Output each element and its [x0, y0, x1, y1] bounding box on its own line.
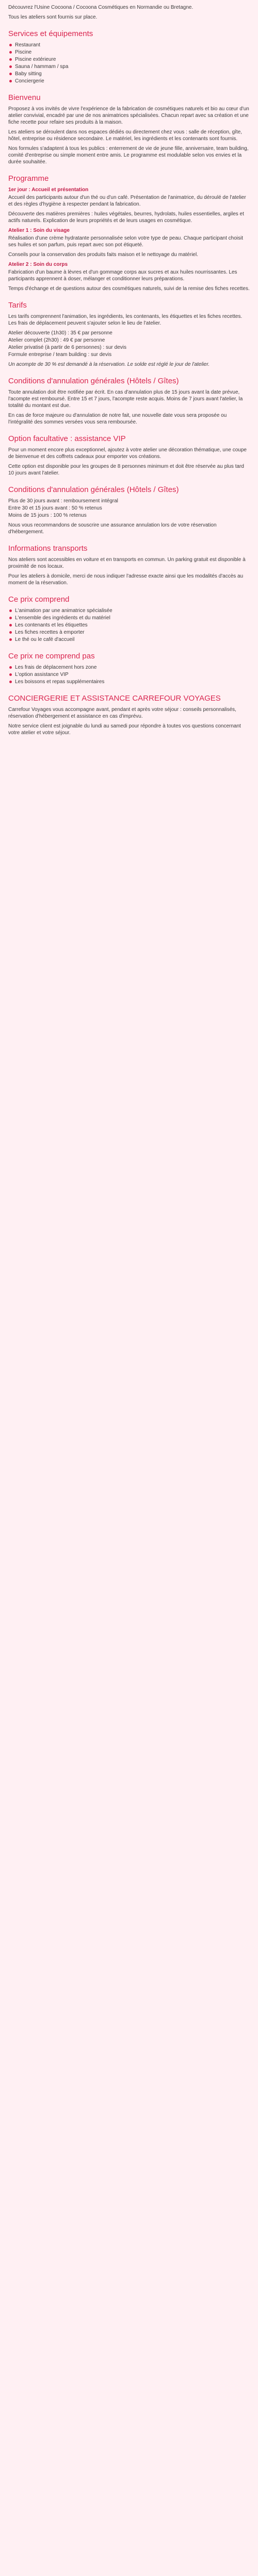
cond2-row: Entre 30 et 15 jours avant : 50 % retenus: [8, 505, 102, 511]
programme-heading: 1er jour : Accueil et présentation: [8, 187, 89, 193]
cons-paragraph: Notre service client est joignable du lundi au samedi pour répondre à toutes vos questions concernant votre atelier et votre séjour.: [8, 723, 241, 736]
cond-paragraph: Toute annulation doit être notifiée par écrit. En cas d'annulation plus de 15 jours avant la date prévue, l'acompte est remboursé. Entre 15 et 7 jours, l'acompte reste acquis. Moins de 7 jours avant l'atelier, la totalité du montant est due.: [8, 389, 243, 409]
inclus-item: L'ensemble des ingrédients et du matériel: [8, 615, 250, 621]
programme-heading: Atelier 1 : Soin du visage: [8, 228, 70, 233]
service-item: Restaurant: [8, 42, 250, 48]
cond2-title: Conditions d'annulation générales (Hôtels / Gîtes): [8, 485, 179, 494]
tarifs-title: Tarifs: [8, 301, 27, 310]
tarif-row: Formule entreprise / team building : sur devis: [8, 352, 112, 358]
noninclus-item: Les frais de déplacement hors zone: [8, 664, 250, 671]
programme-paragraph: Fabrication d'un baume à lèvres et d'un gommage corps aux sucres et aux huiles nourrissantes. Les participants apprennent à doser, mélanger et conditionner leurs préparations.: [8, 269, 237, 282]
cond2-row: Plus de 30 jours avant : remboursement intégral: [8, 498, 118, 504]
programme-paragraph: Accueil des participants autour d'un thé ou d'un café. Présentation de l'animatrice, du déroulé de l'atelier et des règles d'hygiène à respecter pendant la fabrication.: [8, 195, 246, 207]
noninclus-list: [8, 664, 250, 685]
info-paragraph: Pour les ateliers à domicile, merci de nous indiquer l'adresse exacte ainsi que les modalités d'accès au moment de la réservation.: [8, 573, 244, 586]
programme-paragraph: Temps d'échange et de questions autour des cosmétiques naturels, suivi de la remise des fiches recettes.: [8, 286, 250, 292]
opt-paragraph: Pour un moment encore plus exceptionnel, ajoutez à votre atelier une décoration thématique, une coupe de bienvenue et des coffrets cadeaux pour emporter vos créations.: [8, 447, 247, 460]
inclus-item: Les contenants et les étiquettes: [8, 622, 250, 629]
service-item: Conciergerie: [8, 78, 250, 84]
tarifs-paragraph: Les tarifs comprennent l'animation, les ingrédients, les contenants, les étiquettes et les fiches recettes. Les frais de déplacement peuvent s'ajouter selon le lieu de l'atelier.: [8, 314, 243, 326]
cond-paragraph: En cas de force majeure ou d'annulation de notre fait, une nouvelle date vous sera proposée ou l'intégralité des sommes versées vous sera remboursée.: [8, 413, 227, 425]
programme-section: [8, 227, 250, 258]
service-item: Sauna / hammam / spa: [8, 63, 250, 70]
programme-paragraph: Découverte des matières premières : huiles végétales, beurres, hydrolats, huiles essentielles, argiles et actifs naturels. Explication de leurs propriétés et de leurs usages en cosmétique.: [8, 211, 244, 224]
document: [0, 0, 258, 743]
programme-paragraph: Conseils pour la conservation des produits faits maison et le nettoyage du matériel.: [8, 252, 198, 258]
programme-heading: Atelier 2 : Soin du corps: [8, 262, 68, 267]
inclus-item: L'animation par une animatrice spécialisée: [8, 607, 250, 614]
programme-section: [8, 261, 250, 292]
inclus-title: Ce prix comprend: [8, 595, 70, 604]
bienvenue-paragraph: Les ateliers se déroulent dans nos espaces dédiés ou directement chez vous : salle de réception, gîte, hôtel, entreprise ou résidence secondaire. Le matériel, les ingrédients et les contenants sont fournis.: [8, 129, 243, 142]
bienvenue-paragraph: Nos formules s'adaptent à tous les publics : enterrement de vie de jeune fille, anniversaire, team building, comité d'entreprise ou simple moment entre amis. Le programme est modulable selon vos envies et la durée souhaitée.: [8, 146, 249, 165]
info-title: Informations transports: [8, 544, 88, 553]
opt-paragraph: Cette option est disponible pour les groupes de 8 personnes minimum et doit être réservée au plus tard 10 jours avant l'atelier.: [8, 464, 244, 476]
service-item: Baby sitting: [8, 71, 250, 77]
programme-section: [8, 187, 250, 224]
cond2-paragraph: Nous vous recommandons de souscrire une assurance annulation lors de votre réservation d'hébergement.: [8, 522, 217, 535]
cons-title: CONCIERGERIE ET ASSISTANCE CARREFOUR VOYAGES: [8, 694, 221, 703]
services-list: [8, 42, 250, 84]
inclus-item: Le thé ou le café d'accueil: [8, 636, 250, 643]
service-item: Piscine extérieure: [8, 56, 250, 63]
opt-title: Option facultative : assistance VIP: [8, 434, 126, 443]
service-item: Piscine: [8, 49, 250, 56]
noninclus-item: L'option assistance VIP: [8, 671, 250, 678]
cons-paragraph: Carrefour Voyages vous accompagne avant, pendant et après votre séjour : conseils personnalisés, réservation d'hébergement et assistance en cas d'imprévu.: [8, 707, 236, 719]
noninclus-item: Les boissons et repas supplémentaires: [8, 679, 250, 685]
inclus-item: Les fiches recettes à emporter: [8, 629, 250, 636]
inclus-list: [8, 607, 250, 643]
cond2-list: [8, 498, 250, 519]
tarif-row: Atelier complet (2h30) : 49 € par personne: [8, 337, 105, 343]
tarifs-list: [8, 330, 250, 358]
intro-text: Découvrez l'Usine Cocoona / Cocoona Cosmétiques en Normandie ou Bretagne.: [8, 5, 194, 10]
info-paragraph: Nos ateliers sont accessibles en voiture et en transports en commun. Un parking gratuit est disponible à proximité de nos locaux.: [8, 557, 246, 569]
programme-paragraph: Réalisation d'une crème hydratante personnalisée selon votre type de peau. Chaque participant choisit ses huiles et son parfum, puis repart avec son pot étiqueté.: [8, 235, 243, 248]
intro-note: Tous les ateliers sont fournis sur place.: [8, 14, 98, 20]
bienvenue-paragraph: Proposez à vos invités de vivre l'expérience de la fabrication de cosmétiques naturels et bio au cœur d'un atelier convivial, encadré par une de nos animatrices spécialisées. Chacun repart avec sa création et une fiche recette pour refaire ses produits à la maison.: [8, 106, 249, 125]
services-title: Services et équipements: [8, 29, 93, 38]
noninclus-title: Ce prix ne comprend pas: [8, 652, 95, 660]
tarifs-note: Un acompte de 30 % est demandé à la réservation. Le solde est réglé le jour de l'atelier.: [8, 362, 210, 367]
tarif-row: Atelier découverte (1h30) : 35 € par personne: [8, 330, 112, 336]
cond2-row: Moins de 15 jours : 100 % retenus: [8, 513, 87, 518]
cond-title: Conditions d'annulation générales (Hôtels / Gîtes): [8, 377, 179, 385]
tarif-row: Atelier privatisé (à partir de 6 personnes) : sur devis: [8, 345, 126, 350]
programme-title: Programme: [8, 174, 49, 183]
bienvenue-title: Bienvenu: [8, 93, 41, 102]
